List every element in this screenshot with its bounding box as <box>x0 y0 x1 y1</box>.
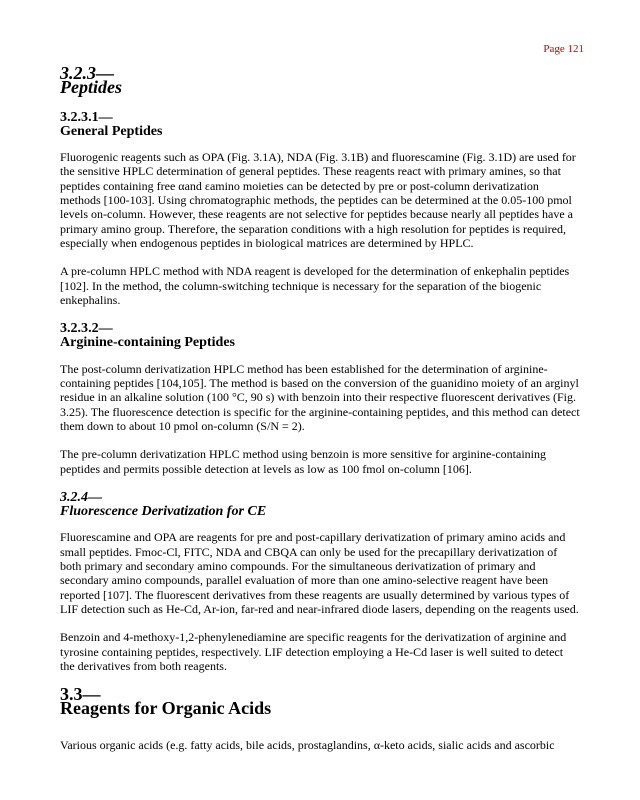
paragraph: Various organic acids (e.g. fatty acids, bile acids, prostaglandins, α-keto acids, sialic acids and ascorbic <box>60 737 555 752</box>
section-title: General Peptides <box>60 122 163 139</box>
section-heading-3-2-3-1 <box>60 110 580 139</box>
section-heading-3-2-3 <box>60 63 580 98</box>
paragraph: The pre-column derivatization HPLC method using benzoin is more sensitive for arginine-containing peptides and permits possible detection at levels as low as 100 fmol on-column [106]. <box>60 447 546 476</box>
section-title: Arginine-containing Peptides <box>60 334 236 351</box>
section-title: Reagents for Organic Acids <box>60 698 272 719</box>
section-title: Peptides <box>60 77 122 98</box>
paragraph: The post-column derivatization HPLC method has been established for the determination of arginine-containing peptides [104,105]. The method is based on the conversion of the guanidino moiety of an arginyl residue in an alkaline solution (100 °C, 90 s) with benzoin into their respective fluorescent derivatives (Fig. 3.25). The fluorescence detection is specific for the arginine-containing peptides, and this method can detect them down to about 10 pmol on-column (S/N = 2). <box>60 361 580 433</box>
page-number: Page 121 <box>543 43 584 55</box>
section-number: 3.2.4— <box>60 488 103 505</box>
section-number: 3.2.3.2— <box>60 320 113 337</box>
document-body <box>60 63 580 766</box>
section-number: 3.2.3— <box>60 63 114 83</box>
section-title: Fluorescence Derivatization for CE <box>60 503 267 520</box>
section-heading-3-3 <box>60 684 580 719</box>
paragraph: Fluorogenic reagents such as OPA (Fig. 3.1A), NDA (Fig. 3.1B) and fluorescamine (Fig. 3.1D) are used for the sensitive HPLC determination of general peptides. These reagents react with primary amines, so that peptides containing free αand εamino moieties can be detected by pre or post-column derivatization methods [100-103]. Using chromatographic methods, the peptides can be determined at the 0.05-100 pmol levels on-column. However, these reagents are not selective for peptides because nearly all peptides have a primary amino group. Therefore, the separation conditions with a high resolution for peptides is required, especially when endogenous peptides in biological matrices are determined by HPLC. <box>60 150 576 250</box>
paragraph: A pre-column HPLC method with NDA reagent is developed for the determination of enkephalin peptides [102]. In the method, the column-switching technique is necessary for the separation of the biogenic enkephalins. <box>60 264 570 307</box>
section-number: 3.2.3.1— <box>60 108 113 125</box>
section-heading-3-2-3-2 <box>60 321 580 350</box>
section-number: 3.3— <box>60 684 101 705</box>
paragraph: Fluorescamine and OPA are reagents for pre and post-capillary derivatization of primary amino acids and small peptides. Fmoc-Cl, FITC, NDA and CBQA can only be used for the precapillary derivatization of both primary and secondary amino compounds. For the simultaneous derivatization of primary and secondary amino compounds, parallel evaluation of more than one amino-selective reagent have been reported [107]. The fluorescent derivatives from these reagents are usually determined by various types of LIF detection such as He-Cd, Ar-ion, far-red and near-infrared diode lasers, depending on the reagents used. <box>60 530 579 616</box>
section-heading-3-2-4 <box>60 490 580 519</box>
paragraph: Benzoin and 4-methoxy-1,2-phenylenediamine are specific reagents for the derivatization of arginine and tyrosine containing peptides, respectively. LIF detection employing a He-Cd laser is well suited to detect the derivatives from both reagents. <box>60 630 567 673</box>
